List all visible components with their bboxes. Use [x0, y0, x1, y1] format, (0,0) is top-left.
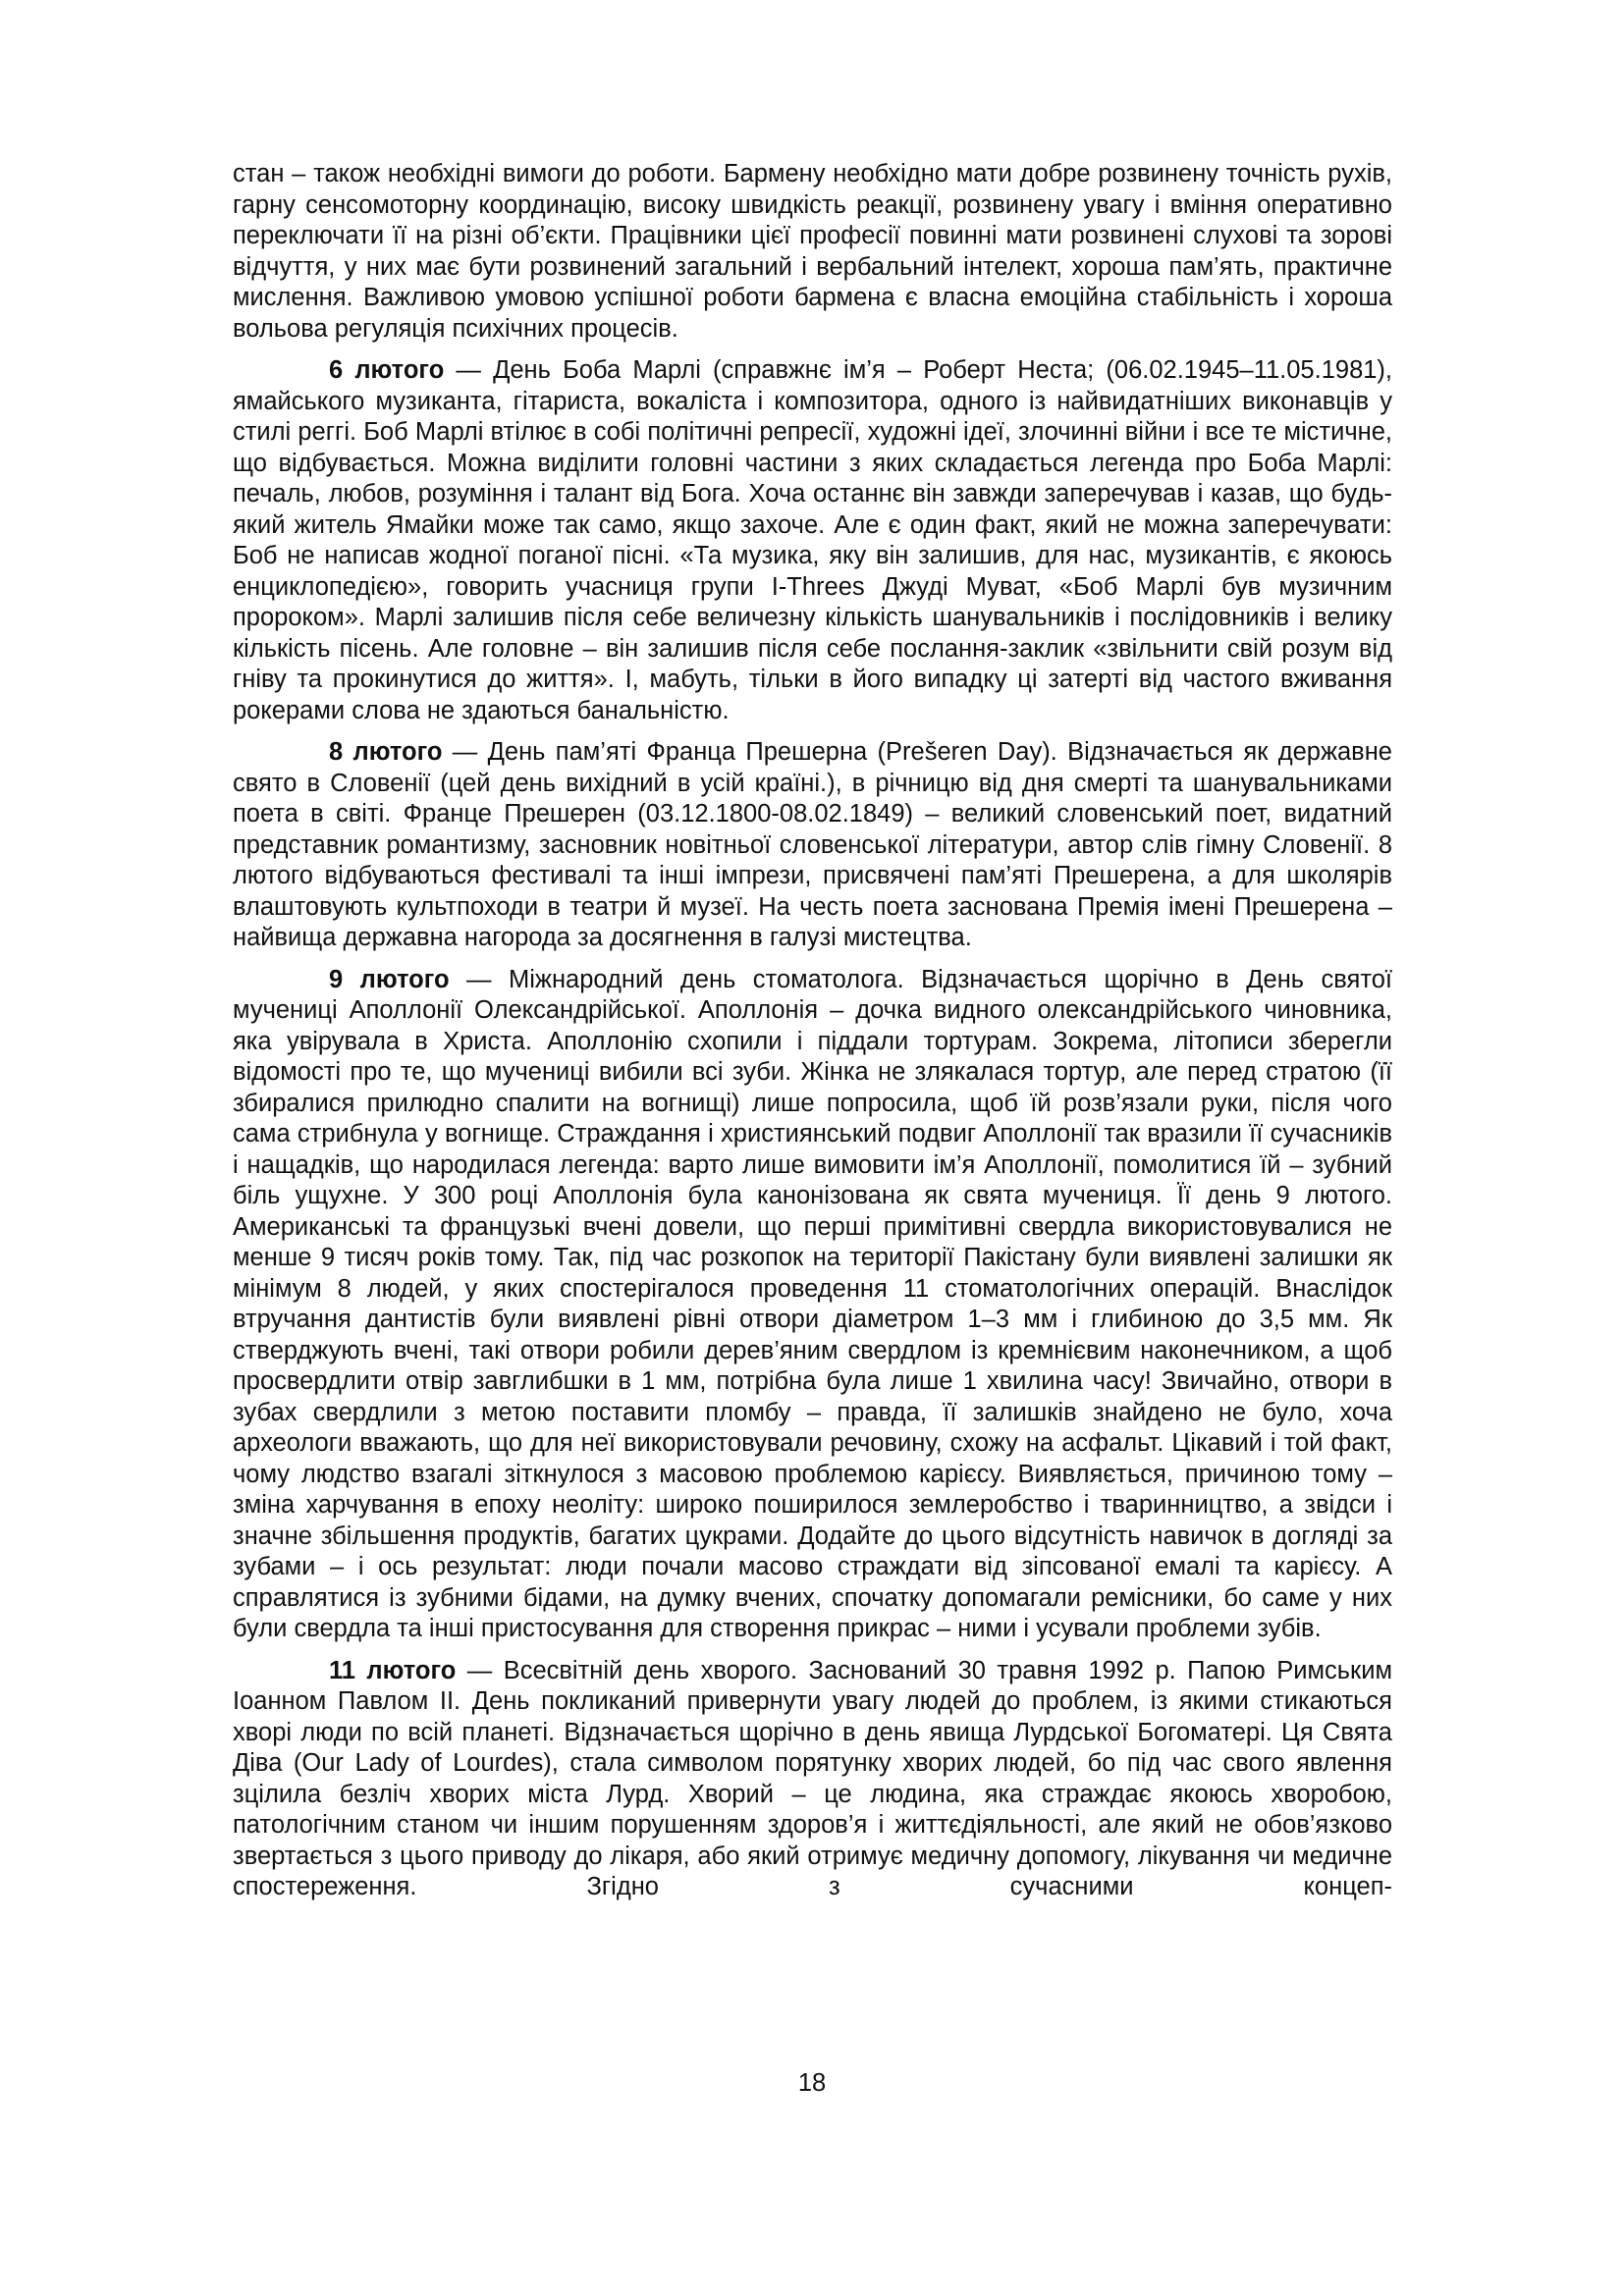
paragraph-bartender-continuation — [233, 159, 1392, 345]
paragraph-feb-9 — [233, 965, 1392, 1645]
paragraph-text: — День пам’яті Франца Прешерна (Prešeren Day). Відзначається як державне свято в Словенії (цей день вихідний в усій країні.), в річницю від дня смерті та шанувальниками поета в світі. Франце Прешерен (03.12.1800-08.02.1849) – великий словенський поет, видатний представник романтизму, засновник новітньої словенської літератури, автор слів гімну Словенії. 8 лютого відбуваються фестивалі та інші імпрези, присвячені пам’яті Прешерена, а для школярів влаштовують культпоходи в театри й музеї. На честь поета заснована Премія імені Прешерена – найвища державна нагорода за досягнення в галузі мистецтва. — [233, 738, 1392, 951]
paragraph-feb-11 — [233, 1656, 1392, 1903]
paragraph-text: — Міжнародний день стоматолога. Відзначається щорічно в День святої мучениці Аполлонії Олександрійської. Аполлонія – дочка видного олександрійського чиновника, яка увірувала в Христа. Аполлонію схопили і піддали тортурам. Зокрема, літописи зберегли відомості про те, що мучениці вибили всі зуби. Жінка не злякалася тортур, але перед стратою (її збиралися прилюдно спалити на вогнищі) лише попросила, щоб їй розв’язали руки, після чого сама стрибнула у вогнище. Страждання і християнський подвиг Аполлонії так вразили її сучасників і нащадків, що народилася легенда: варто лише вимовити ім’я Аполлонії, помолитися їй – зубний біль ущухне. У 300 році Аполлонія була канонізована як свята мучениця. Її день 9 лютого. Американські та французькі вчені довели, що перші примітивні свердла використовувалися не менше 9 тисяч років тому. Так, під час розкопок на території Пакістану були виявлені залишки як мінімум 8 людей, у яких спостерігалося проведення 11 стоматологічних операцій. Внаслідок втручання дантистів були виявлені рівні отвори діаметром 1–3 мм і глибиною до 3,5 мм. Як стверджують вчені, такі отвори робили дерев’яним свердлом із кремнієвим наконечником, а щоб просвердлити отвір завглибшки в 1 мм, потрібна була лише 1 хвилина часу! Звичайно, отвори в зубах свердлили з метою поставити пломбу – правда, її залишків знайдено не було, хоча археологи вважають, що для неї використовували речовину, схожу на асфальт. Цікавий і той факт, чому людство взагалі зіткнулося з масовою проблемою карієсу. Виявляється, причиною тому – зміна харчування в епоху неоліту: широко поширилося землеробство і тваринництво, а звідси і значне збільшення продуктів, багатих цукрами. Додайте до цього відсутність навичок в догляді за зубами – і ось результат: люди почали масово страждати від зіпсованої емалі та карієсу. А справлятися із зубними бідами, на думку вчених, спочатку допомагали ремісники, бо саме у них були свердла та інші пристосування для створення прикрас – ними і усували проблеми зубів. — [233, 965, 1392, 1642]
date-heading: 9 лютого — [329, 965, 450, 993]
page-number: 18 — [797, 2069, 827, 2097]
date-heading: 8 лютого — [329, 738, 443, 766]
paragraph-feb-6 — [233, 355, 1392, 726]
paragraph-text: стан – також необхідні вимоги до роботи. Бармену необхідно мати добре розвинену точність рухів, гарну сенсомоторну координацію, високу швидкість реакції, розвинену увагу і вміння оперативно переключати її на різні об’єкти. Працівники цієї професії повинні мати розвинені слухові та зорові відчуття, у них має бути розвинений загальний і вербальний інтелект, хороша пам’ять, практичне мислення. Важливою умовою успішної роботи бармена є власна емоційна стабільність і хороша вольова регуляція психічних процесів. — [233, 160, 1392, 343]
paragraph-feb-8 — [233, 737, 1392, 954]
paragraph-text: — День Боба Марлі (справжнє ім’я – Роберт Неста; (06.02.1945–11.05.1981), ямайського музиканта, гітариста, вокаліста і композитора, одного із найвидатніших виконавців у стилі реггі. Боб Марлі втілює в собі політичні репресії, художні ідеї, злочинні війни і все те містичне, що відбувається. Можна виділити головні частини з яких складається легенда про Боба Марлі: печаль, любов, розуміння і талант від Бога. Хоча останнє він завжди заперечував і казав, що будь-який житель Ямайки може так само, якщо захоче. Але є один факт, який не можна заперечувати: Боб не написав жодної поганої пісні. «Та музика, яку він залишив, для нас, музикантів, є якоюсь енциклопедією», говорить учасниця групи I-Threes Джуді Муват, «Боб Марлі був музичним пророком». Марлі залишив після себе величезну кількість шанувальників і послідовників і велику кількість пісень. Але головне – він залишив після себе послання-заклик «звільнити свій розум від гніву та прокинутися до життя». І, мабуть, тільки в його випадку ці затерті від частого вживання рокерами слова не здаються банальністю. — [233, 356, 1393, 724]
date-heading: 11 лютого — [329, 1656, 457, 1684]
body-text — [233, 159, 1392, 1914]
date-heading: 6 лютого — [329, 356, 445, 384]
paragraph-text: — Всесвітній день хворого. Заснований 30 травня 1992 р. Папою Римським Іоанном Павлом ІІ. День покликаний привернути увагу людей до проблем, із якими стикаються хворі люди по всій планеті. Відзначається щорічно в день явища Лурдської Богоматері. Ця Свята Діва (Our Lady of Lourdes), стала символом порятунку хворих людей, бо під час свого явлення зцілила безліч хворих міста Лурд. Хворий – це людина, яка страждає якоюсь хворобою, патологічним станом чи іншим порушенням здоров’я і життєдіяльності, але який не обов’язково звертається з цього приводу до лікаря, або який отримує медичну допомогу, лікування чи медичне спостереження. Згідно з сучасними концеп- — [233, 1656, 1392, 1900]
